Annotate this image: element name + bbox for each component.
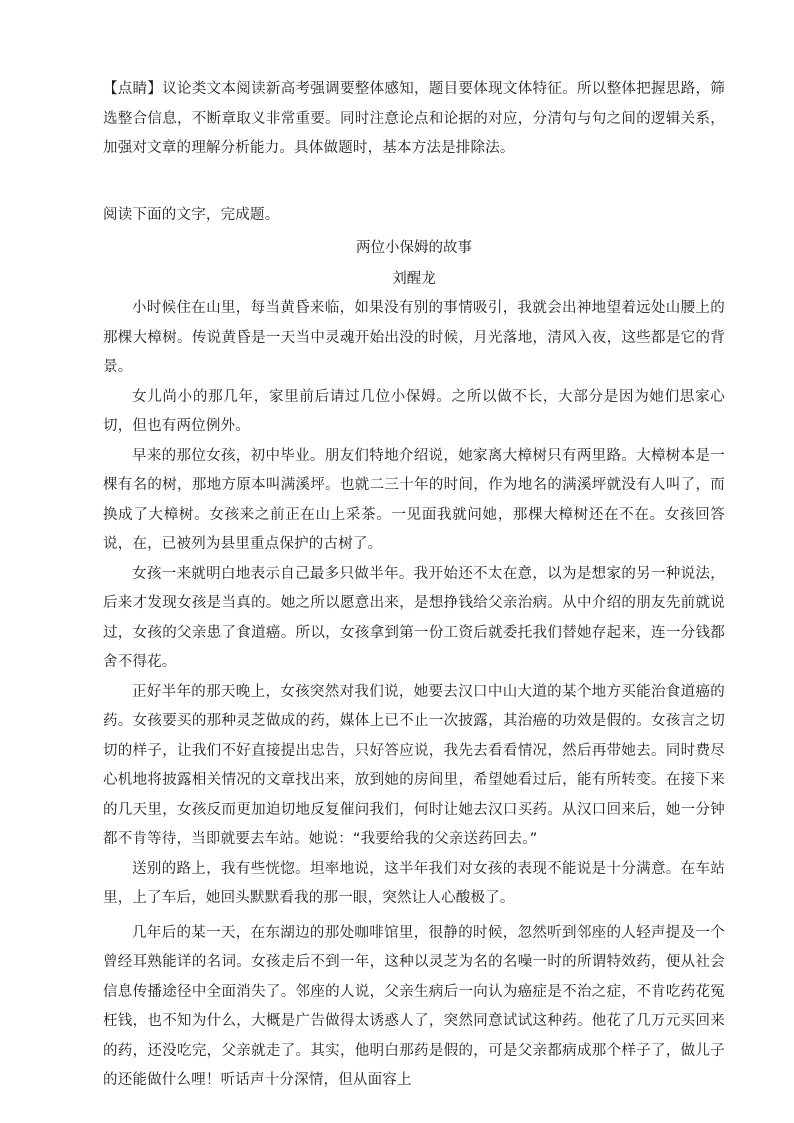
article-paragraph: 女孩一来就明白地表示自己最多只做半年。我开始还不太在意，以为是想家的另一种说法，后来才发现女孩是当真的。她之所以愿意出来，是想挣钱给父亲治病。从中介绍的朋友先前就说过，女孩的父亲患了食道癌。所以，女孩拿到第一份工资后就委托我们替她存起来，连一分钱都舍不得花。 bbox=[103, 565, 725, 670]
dianjing-commentary: 【点睛】议论类文本阅读新高考强调要整体感知，题目要体现文体特征。所以整体把握思路，筛选整合信息，不断章取义非常重要。同时注意论点和论据的对应，分清句与句之间的逻辑关系，加强对文章的理解分析能力。具体做题时，基本方法是排除法。 bbox=[103, 81, 725, 156]
article-paragraph: 正好半年的那天晚上，女孩突然对我们说，她要去汉口中山大道的某个地方买能治食道癌的药。女孩要买的那种灵芝做成的药，媒体上已不止一次披露，其治癌的功效是假的。女孩言之切切的样子，让我们不好直接提出忠告，只好答应说，我先去看看情况，然后再带她去。同时费尽心机地将披露相关情况的文章找出来，放到她的房间里，希望她看过后，能有所转变。在接下来的几天里，女孩反而更加迫切地反复催问我们，何时让她去汉口买药。从汉口回来后，她一分钟都不肯等待，当即就要去车站。她说：“我要给我的父亲送药回去。” bbox=[103, 683, 725, 847]
article-author: 刘醒龙 bbox=[392, 271, 436, 287]
article-paragraph: 女儿尚小的那几年，家里前后请过几位小保姆。之所以做不长，大部分是因为她们思家心切，但也有两位例外。 bbox=[103, 388, 725, 434]
article-paragraph: 几年后的某一天，在东湖边的那处咖啡馆里，很静的时候，忽然听到邻座的人轻声提及一个曾经耳熟能详的名词。女孩走后不到一年，这种以灵芝为名的名噪一时的所谓特效药，便从社会信息传播途径中全面消失了。邻座的人说，父亲生病后一向认为癌症是不治之症，不肯吃药花冤枉钱，也不知为什么，大概是广告做得太诱惑人了，突然同意试试这种药。他花了几万元买回来的药，还没吃完，父亲就走了。其实，他明白那药是假的，可是父亲都病成那个样子了，做儿子的还能做什么哩！听话声十分深情，但从面容上 bbox=[103, 924, 725, 1088]
reading-instruction: 阅读下面的文字，完成题。 bbox=[103, 207, 280, 223]
article-paragraph: 早来的那位女孩，初中毕业。朋友们特地介绍说，她家离大樟树只有两里路。大樟树本是一棵有名的树，那地方原本叫满溪坪。也就二三十年的时间，作为地名的满溪坪就没有人叫了，而换成了大樟树。女孩来之前正在山上采茶。一见面我就问她，那棵大樟树还在不在。女孩回答说，在，已被列为县里重点保护的古树了。 bbox=[103, 447, 725, 552]
article-body bbox=[103, 294, 725, 1096]
article-paragraph: 送别的路上，我有些恍惚。坦率地说，这半年我们对女孩的表现不能说是十分满意。在车站里，上了车后，她回头默默看我的那一眼，突然让人心酸极了。 bbox=[103, 860, 725, 906]
article-title: 两位小保姆的故事 bbox=[356, 240, 472, 256]
article-paragraph: 小时候住在山里，每当黄昏来临，如果没有别的事情吸引，我就会出神地望着远处山腰上的那棵大樟树。传说黄昏是一天当中灵魂开始出没的时候，月光落地，清风入夜，这些都是它的背景。 bbox=[103, 300, 725, 375]
